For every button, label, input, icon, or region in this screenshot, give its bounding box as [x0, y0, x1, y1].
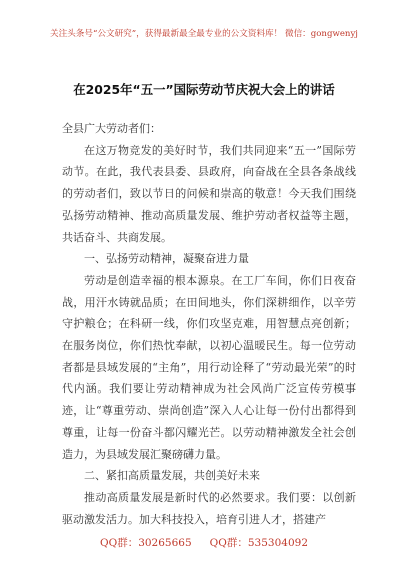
section-heading-1: 一、弘扬劳动精神，凝聚奋进力量 [84, 252, 249, 266]
section-heading-2: 二、紧扣高质量发展，共创美好未来 [84, 469, 260, 483]
salutation-paragraph: 全县广大劳动者们： [62, 122, 161, 135]
section-1-paragraph: 劳动是创造幸福的根本源泉。在工厂车间，你们日夜奋战，用汗水铸就品质；在田间地头，你们深耕细作，以辛劳守护粮仓；在科研一线，你们攻坚克难，用智慧点亮创新；在服务岗位，你们热忱奉献，以初心温暖民生。每一位劳动者都是县域发展的“主角”，用行动诠释了“劳动最光荣”的时代内涵。我们要让劳动精神成为社会风尚广泛宣传劳模事迹，让“尊重劳动、崇尚创造”深入人心让每一份付出都得到尊重，让每一份奋斗都闪耀光芒。以劳动精神激发全社会创造力，为县域发展汇聚磅礴力量。 [62, 273, 356, 461]
footer-qq-groups [0, 535, 408, 550]
qq-group-1: QQ群：30265665 [99, 537, 192, 549]
intro-paragraph: 在这万物竞发的美好时节，我们共同迎来“五一”国际劳动节。在此，我代表县委、县政府，向奋战在全县各条战线的劳动者们，致以节日的问候和崇高的敬意！今天我们围绕弘扬劳动精神、推动高质量发展、维护劳动者权益等主题，共话奋斗、共商发展。 [62, 143, 356, 244]
document-body [62, 118, 356, 530]
document-title: 在2025年“五一”国际劳动节庆祝大会上的讲话 [73, 82, 335, 97]
header-watermark-note: 关注头条号“公文研究”，获得最新最全最专业的公文资料库！ 微信：gongwenyj [50, 29, 358, 39]
qq-group-2: QQ群：535304092 [209, 537, 308, 549]
section-2-paragraph: 推动高质量发展是新时代的必然要求。我们要：以创新驱动激发活力。加大科技投入，培育引进人才，搭建产 [62, 490, 356, 526]
